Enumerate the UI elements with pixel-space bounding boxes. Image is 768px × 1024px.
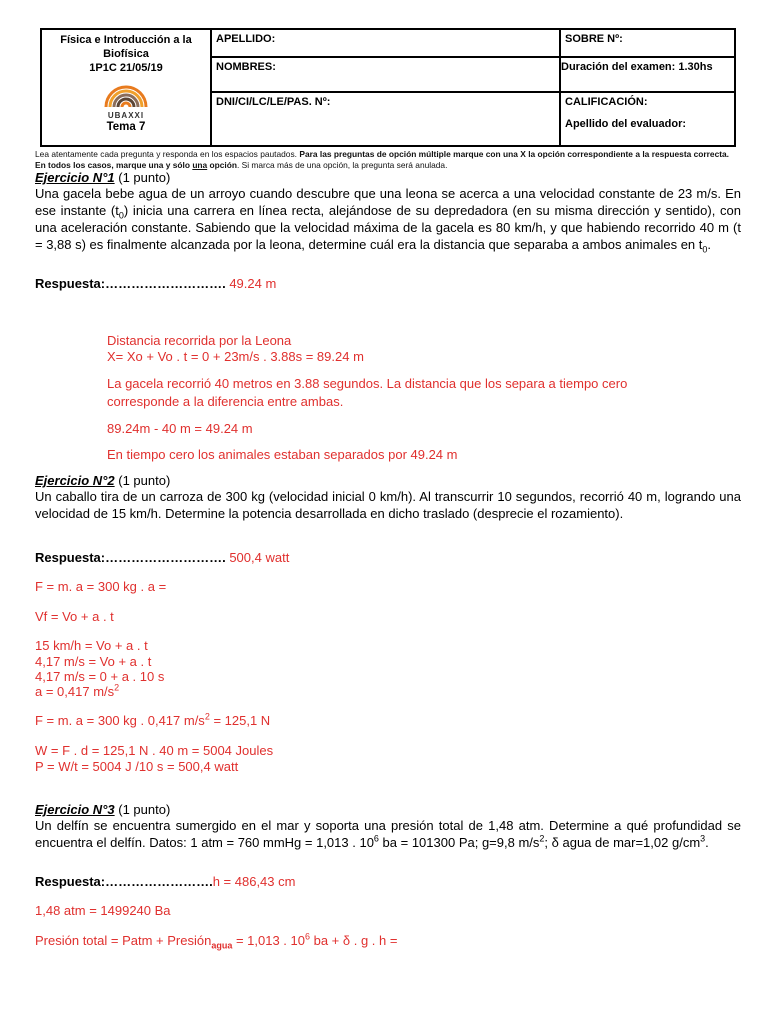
evaluador-label: Apellido del evaluador: (565, 118, 687, 130)
ex3-line2-sub: agua (211, 940, 233, 951)
exam-header-table (40, 28, 736, 147)
ex2-line4: 4,17 m/s = Vo + a . t (35, 654, 152, 669)
ex2-line8: W = F . d = 125,1 N . 40 m = 5004 Joules (35, 743, 274, 758)
ex1-points: (1 punto) (114, 170, 171, 185)
ex3-text-c: ; δ agua de mar=1,02 g/cm (544, 835, 701, 850)
ex3-line2 (35, 933, 397, 949)
ex2-line7-sup: 2 (204, 711, 210, 722)
nombres-field[interactable]: NOMBRES: (211, 57, 560, 92)
ex2-answer-line (35, 549, 739, 566)
instructions-part3: opción (207, 159, 237, 170)
instructions-una: una (192, 159, 208, 170)
ex3-answer-value: h = 486,43 cm (212, 874, 296, 889)
ex2-line6 (35, 684, 119, 700)
course-code-date: 1P1C 21/05/19 (89, 62, 163, 74)
ex1-text-a: Una gacela bebe agua de un arroyo cuando descubre que una leona se acerca a una velocidad constante de 23 m/s. En ese instante (t (35, 186, 741, 218)
ex1-answer-label: Respuesta:………………………. (35, 276, 226, 291)
ex1-work-line1: Distancia recorrida por la Leona (107, 333, 292, 348)
ex2-answer-value: 500,4 watt (229, 550, 290, 565)
ex2-line7-a: F = m. a = 300 kg . 0,417 m/s (35, 713, 205, 728)
instructions-part2: Para las preguntas de opción múltiple marque con una X la opción correspondiente a la respuesta correcta. En todos los casos, marque una y sólo (35, 149, 730, 170)
ex2-line7 (35, 713, 270, 729)
ex2-line5: 4,17 m/s = 0 + a . 10 s (35, 669, 165, 684)
ex2-title-line (35, 472, 739, 489)
exam-version: Tema 7 (106, 121, 146, 133)
ex3-line1: 1,48 atm = 1499240 Ba (35, 903, 171, 918)
ex2-points: (1 punto) (114, 473, 171, 488)
calificacion-cell (560, 92, 735, 146)
ex1-calc: 89.24m - 40 m = 49.24 m (107, 421, 253, 436)
course-name-line1: Física e Introducción a la (60, 34, 192, 46)
ex3-text-d: . (705, 835, 709, 850)
ex2-line7-b: = 125,1 N (209, 713, 271, 728)
ex3-statement (35, 817, 741, 851)
ex3-line2-c: ba + δ . g . h = (310, 933, 398, 948)
sobre-field[interactable]: SOBRE Nº: (560, 29, 735, 57)
ex2-line2: Vf = Vo + a . t (35, 609, 114, 624)
ex1-text-c: . (707, 237, 712, 252)
ex3-line2-sup: 6 (304, 931, 310, 942)
calificacion-label: CALIFICACIÓN: (565, 96, 648, 108)
ex3-answer-label: Respuesta:……………………. (35, 874, 213, 889)
ex1-sub0: 0 (118, 210, 124, 221)
ex3-text-a: Un delfín se encuentra sumergido en el mar y soporta una presión total de 1,48 atm. Determine a qué profundidad se encuentra el delfín. Datos: 1 atm = 760 mmHg = 1,013 . 10 (35, 818, 741, 850)
ex1-statement (35, 185, 741, 253)
ex2-line3: 15 km/h = Vo + a . t (35, 638, 148, 653)
ex3-title-line (35, 801, 739, 818)
ex3-answer-line (35, 873, 739, 890)
ex2-line1: F = m. a = 300 kg . a = (35, 579, 167, 594)
ex1-conclusion: En tiempo cero los animales estaban separados por 49.24 m (107, 447, 458, 462)
ex1-title: Ejercicio N°1 (35, 170, 115, 185)
duracion-label: Duración del examen: 1.30hs (560, 57, 735, 92)
ex1-title-line (35, 169, 739, 186)
apellido-field[interactable]: APELLIDO: (211, 29, 560, 57)
ubaxxi-logo-icon (102, 77, 150, 111)
ex1-text-b: ) inicia una carrera en línea recta, alejándose de su depredadora (en su misma dirección y sentido), con una aceleración constante. Sabiendo que la velocidad máxima de la gacela es 80 km/h, y que habiendo recorrido 40 m (t = 3,88 s) es finalmente alcanzada por la leona, determine cuál era la distancia que separaba a ambos animales en t (35, 203, 741, 252)
ex1-sub1: 0 (702, 244, 708, 255)
instructions-part4: . Si marca más de una opción, la pregunta será anulada. (236, 159, 448, 170)
ex3-line2-b: = 1,013 . 10 (232, 933, 305, 948)
ex3-line2-a: Presión total = Patm + Presión (35, 933, 212, 948)
ex1-answer-value: 49.24 m (229, 276, 277, 291)
instructions (35, 149, 729, 170)
course-name-line2: Biofísica (103, 48, 149, 60)
ex3-sup2: 2 (539, 833, 545, 844)
ex2-line9: P = W/t = 5004 J /10 s = 500,4 watt (35, 759, 239, 774)
ex1-explanation: La gacela recorrió 40 metros en 3.88 segundos. La distancia que los separa a tiempo cero corresponde a la diferencia entre ambas. (107, 376, 628, 409)
ex3-sup6: 6 (373, 833, 379, 844)
ex3-sup3: 3 (700, 833, 706, 844)
ex3-title: Ejercicio N°3 (35, 802, 115, 817)
ex3-text-b: ba = 101300 Pa; g=9,8 m/s (378, 835, 540, 850)
ex1-work-line2: X= Xo + Vo . t = 0 + 23m/s . 3.88s = 89.24 m (107, 349, 364, 364)
ex2-line6-sup: 2 (114, 682, 120, 693)
ex2-answer-label: Respuesta:………………………. (35, 550, 226, 565)
ex1-answer-line (35, 275, 739, 292)
ex2-title: Ejercicio N°2 (35, 473, 115, 488)
course-info-cell (41, 29, 211, 146)
ex3-points: (1 punto) (114, 802, 171, 817)
ex2-line6-text: a = 0,417 m/s (35, 684, 115, 699)
logo-text: UBAXXI (107, 111, 145, 120)
ex2-statement: Un caballo tira de un carroza de 300 kg (velocidad inicial 0 km/h). Al transcurrir 10 segundos, recorrió 40 m, logrando una velocidad de 15 km/h. Determine la potencia desarrollada en dicho traslado (desprecie el rozamiento). (35, 489, 741, 521)
instructions-part1: Lea atentamente cada pregunta y responda en los espacios pautados. (35, 149, 297, 159)
dni-field[interactable]: DNI/CI/LC/LE/PAS. Nº: (211, 92, 560, 146)
